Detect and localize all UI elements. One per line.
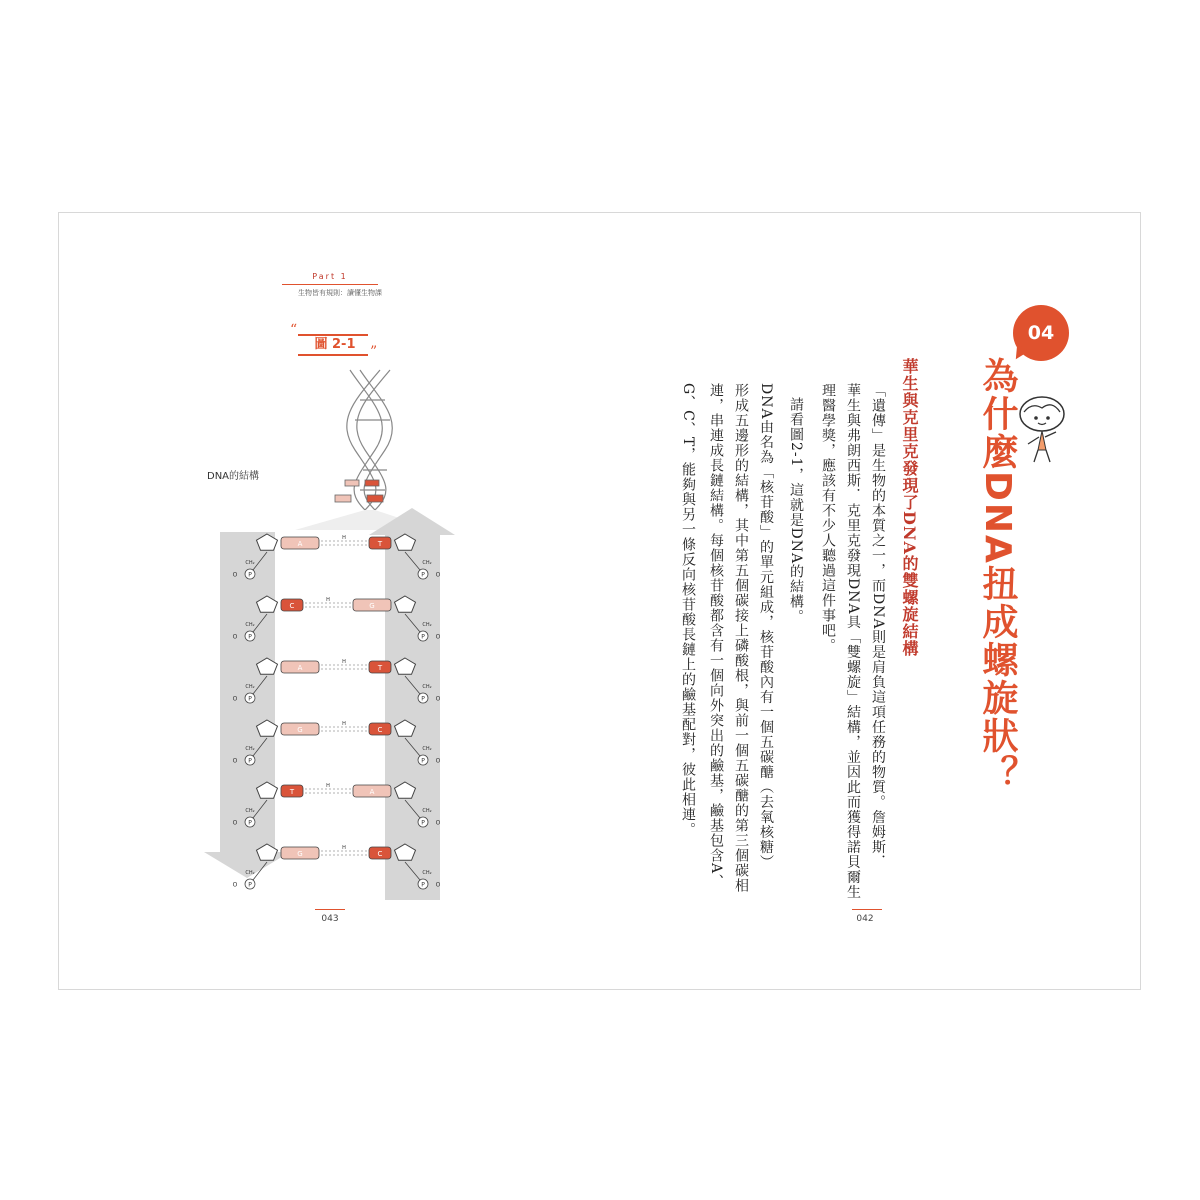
part-underline	[282, 284, 378, 285]
hbond-label-0: H	[342, 535, 346, 541]
base-right-label-3: C	[377, 726, 383, 734]
base-left-label-0: A	[297, 540, 303, 548]
oxygen-left-label-4: O	[232, 819, 238, 827]
base-right-label-2: T	[377, 664, 383, 672]
oxygen-right-label-1: O	[435, 633, 441, 641]
page-number-rule-left	[315, 909, 345, 910]
phosphate-right-label-3: P	[421, 757, 425, 765]
double-helix-illustration	[347, 370, 393, 510]
ch2-left-label-4: CH₂	[245, 808, 255, 814]
base-left-label-2: A	[297, 664, 303, 672]
ch2-left-label-1: CH₂	[245, 622, 255, 628]
body-line-4: 請看圖2-1，這就是DNA的結構。	[788, 397, 804, 625]
ch2-right-label-2: CH₂	[422, 684, 432, 690]
phosphate-right-label-4: P	[421, 819, 425, 827]
phosphate-left-label-0: P	[248, 571, 252, 579]
oxygen-left-label-1: O	[232, 633, 238, 641]
ch2-left-label-5: CH₂	[245, 870, 255, 876]
oxygen-right-label-3: O	[435, 757, 441, 765]
base-left-label-4: T	[289, 788, 295, 796]
ch2-right-label-4: CH₂	[422, 808, 432, 814]
ch2-left-label-3: CH₂	[245, 746, 255, 752]
phosphate-left-label-5: P	[248, 881, 252, 889]
ch2-left-label-2: CH₂	[245, 684, 255, 690]
part-label: Part 1	[312, 272, 348, 281]
ch2-right-label-5: CH₂	[422, 870, 432, 876]
ch2-right-label-3: CH₂	[422, 746, 432, 752]
base-right-label-5: C	[377, 850, 383, 858]
phosphate-right-label-0: P	[421, 571, 425, 579]
part-subtitle: 生物皆有規則：讀懂生物課	[298, 289, 382, 297]
phosphate-right-label-1: P	[421, 633, 425, 641]
base-right-label-4: A	[369, 788, 375, 796]
base-left-label-3: G	[297, 726, 303, 734]
body-line-7: 連，串連成長鏈結構。每個核苷酸都含有一個向外突出的鹼基，鹼基包含A、	[708, 383, 724, 890]
phosphate-left-label-3: P	[248, 757, 252, 765]
ch2-right-label-0: CH₂	[422, 560, 432, 566]
oxygen-left-label-5: O	[232, 881, 238, 889]
base-left-label-5: G	[297, 850, 303, 858]
section-subheading: 華生與克里克發現了DNA的雙螺旋結構	[900, 358, 919, 657]
base-left-label-1: C	[289, 602, 295, 610]
page-number-right: 042	[856, 914, 874, 924]
body-line-2: 華生與弗朗西斯．克里克發現DNA具「雙螺旋」結構，並因此而獲得諾貝爾生	[845, 383, 861, 900]
oxygen-right-label-4: O	[435, 819, 441, 827]
page-number-left: 043	[321, 914, 339, 924]
oxygen-left-label-0: O	[232, 571, 238, 579]
phosphate-left-label-4: P	[248, 819, 252, 827]
oxygen-left-label-3: O	[232, 757, 238, 765]
dna-structure-diagram	[195, 360, 470, 905]
phosphate-right-label-5: P	[421, 881, 425, 889]
base-right-label-0: T	[377, 540, 383, 548]
hbond-label-4: H	[326, 783, 330, 789]
quote-open: “	[290, 322, 298, 338]
figure-label: 圖 2-1	[314, 337, 356, 352]
oxygen-left-label-2: O	[232, 695, 238, 703]
ch2-left-label-0: CH₂	[245, 560, 255, 566]
hbond-label-1: H	[326, 597, 330, 603]
body-line-6: 形成五邊形的結構，其中第五個碳接上磷酸根，與前一個五碳醣的第三個碳相	[733, 383, 749, 893]
phosphate-left-label-1: P	[248, 633, 252, 641]
phosphate-right-label-2: P	[421, 695, 425, 703]
figure-caption: DNA的結構	[207, 471, 260, 482]
chapter-title: 為什麼DNA扭成螺旋狀？	[977, 357, 1018, 793]
body-line-1: 「遺傳」是生物的本質之一，而DNA則是肩負這項任務的物質。詹姆斯．	[870, 383, 886, 870]
oxygen-right-label-5: O	[435, 881, 441, 889]
body-line-3: 理醫學獎，應該有不少人聽過這件事吧。	[820, 383, 836, 653]
phosphate-left-label-2: P	[248, 695, 252, 703]
hbond-label-5: H	[342, 845, 346, 851]
mascot-character-icon	[1012, 392, 1072, 466]
strand-arrow-right	[369, 508, 455, 900]
chapter-number-bubble: 04	[1013, 305, 1069, 361]
hbond-label-3: H	[342, 721, 346, 727]
oxygen-right-label-2: O	[435, 695, 441, 703]
ch2-right-label-1: CH₂	[422, 622, 432, 628]
page-number-rule-right	[852, 909, 882, 910]
hbond-label-2: H	[342, 659, 346, 665]
base-right-label-1: G	[369, 602, 375, 610]
body-line-8: G、C、T，能夠與另一條反向核苷酸長鏈上的鹼基配對，彼此相連。	[680, 383, 696, 838]
oxygen-right-label-0: O	[435, 571, 441, 579]
body-line-5: DNA由名為「核苷酸」的單元組成，核苷酸內有一個五碳醣（去氧核糖）	[758, 383, 774, 870]
quote-close: ”	[370, 344, 378, 360]
